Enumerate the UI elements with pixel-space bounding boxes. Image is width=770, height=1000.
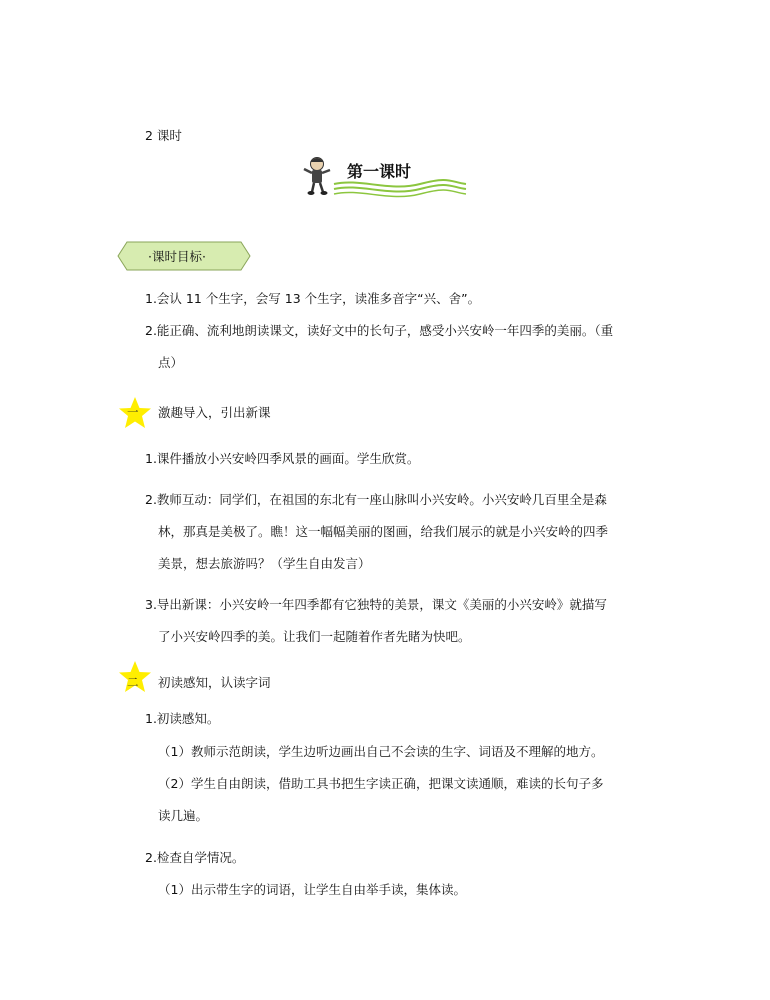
paragraph-line: （1）出示带生字的词语，让学生自由举手读，集体读。 [158,882,466,897]
paragraph-line: （1）教师示范朗读，学生边听边画出自己不会读的生字、词语及不理解的地方。 [158,744,604,759]
paragraph-line: 3.导出新课：小兴安岭一年四季都有它独特的美景，课文《美丽的小兴安岭》就描写 [145,597,607,612]
section-heading: 激趣导入，引出新课 [158,405,271,420]
section-heading: 初读感知，认读字词 [158,675,271,690]
lesson-title: 第一课时 [347,162,412,181]
lesson-count: 2 课时 [145,128,182,143]
lesson-title-block [300,154,472,200]
paragraph-line: 2.教师互动：同学们，在祖国的东北有一座山脉叫小兴安岭。小兴安岭几百里全是森 [145,492,607,507]
section-number: 一 [127,405,139,419]
goal-item: 2.能正确、流利地朗读课文，读好文中的长句子，感受小兴安岭一年四季的美丽。（重 [145,323,614,338]
section-number: 二 [127,675,139,689]
paragraph-line: 美景，想去旅游吗？（学生自由发言） [158,556,371,571]
paragraph-line: （2）学生自由朗读，借助工具书把生字读正确，把课文读通顺，难读的长句子多 [158,776,604,791]
paragraph-line: 1.课件播放小兴安岭四季风景的画面。学生欣赏。 [145,451,420,466]
paragraph-line: 了小兴安岭四季的美。让我们一起随着作者先睹为快吧。 [158,629,471,644]
goal-item: 1.会认 11 个生字，会写 13 个生字，读准多音字“兴、舍”。 [145,291,481,306]
paragraph-line: 2.检查自学情况。 [145,850,245,865]
paragraph-line: 林，那真是美极了。瞧！这一幅幅美丽的图画，给我们展示的就是小兴安岭的四季 [158,524,609,539]
goal-item-continued: 点） [158,355,184,370]
goals-label: ·课时目标· [148,249,206,264]
paragraph-line: 1.初读感知。 [145,711,220,726]
paragraph-line: 读几遍。 [158,808,209,823]
